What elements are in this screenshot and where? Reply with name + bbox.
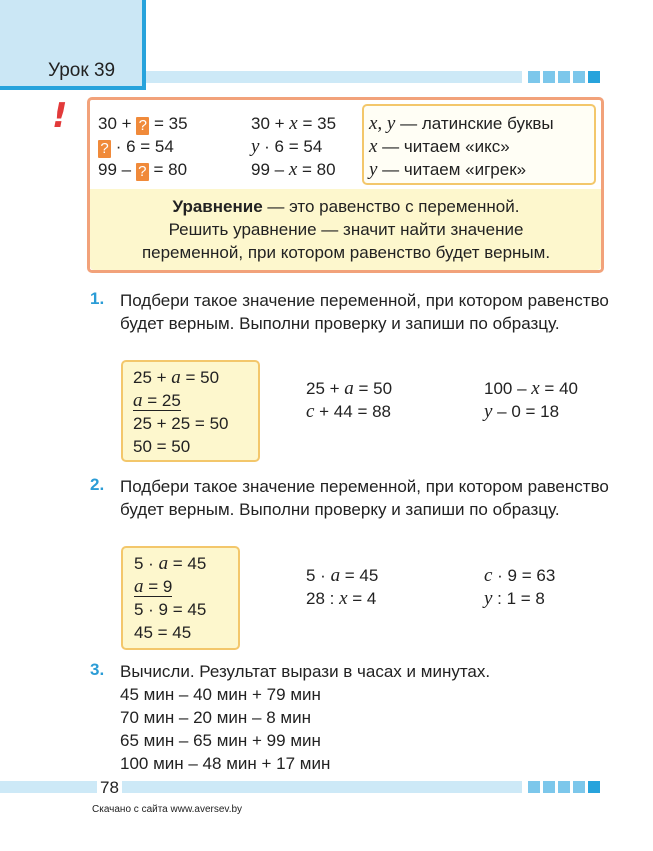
variable-examples (251, 112, 336, 181)
question-mark-box: ? (136, 117, 149, 135)
task-number: 2. (90, 475, 105, 494)
equation-column: c · 9 = 63 y : 1 = 8 (484, 565, 556, 609)
underlined-answer: a = 25 (133, 390, 181, 411)
footer-square (528, 781, 540, 793)
header-square (573, 71, 585, 83)
numeric-examples (98, 112, 188, 181)
footer-square (588, 781, 600, 793)
definition-term: Уравнение (172, 197, 263, 216)
task-number: 1. (90, 289, 105, 308)
footer-stripe (0, 781, 522, 793)
task-number: 3. (90, 660, 105, 679)
task-text: Подбери такое значение переменной, при котором равенство будет верным. Выполни проверку и запиши по образцу. (120, 291, 609, 333)
latin-row: x — читаем «икс» (369, 136, 510, 157)
expression-line: 100 мин – 48 мин + 17 мин (120, 754, 331, 773)
footer-square (558, 781, 570, 793)
equation-column: 100 – x = 40 y – 0 = 18 (484, 378, 578, 422)
numeric-row: ? · 6 = 54 (98, 135, 188, 158)
variable-row: 99 – x = 80 (251, 159, 336, 180)
sample-solution: 5 · a = 45 a = 9 5 · 9 = 45 45 = 45 (134, 553, 207, 642)
expression-line: 65 мин – 65 мин + 99 мин (120, 731, 321, 750)
question-mark-box: ? (98, 140, 111, 158)
equation-column: 5 · a = 45 28 : x = 4 (306, 565, 379, 609)
exclamation-icon: ! (52, 96, 68, 136)
latin-row: y — читаем «игрек» (369, 159, 527, 180)
variable-row: y · 6 = 54 (251, 136, 323, 157)
source-note: Скачано с сайта www.aversev.by (92, 804, 243, 815)
header-square (543, 71, 555, 83)
sample-solution: 25 + a = 50 a = 25 25 + 25 = 50 50 = 50 (133, 367, 229, 456)
expression-line: 45 мин – 40 мин + 79 мин (120, 685, 321, 704)
footer-square (573, 781, 585, 793)
numeric-row: 99 – ? = 80 (98, 160, 188, 180)
page-number: 78 (97, 778, 122, 798)
footer-square (543, 781, 555, 793)
definition: Уравнение — это равенство с переменной. Решить уравнение — значит найти значение переменной, при котором равенство будет верным. (141, 197, 551, 262)
header-square (558, 71, 570, 83)
equation-column: 25 + a = 50 c + 44 = 88 (306, 378, 393, 422)
header-square (528, 71, 540, 83)
task-text: Подбери такое значение переменной, при котором равенство будет верным. Выполни проверку и запиши по образцу. (120, 477, 609, 519)
latin-letters-list (369, 112, 554, 181)
latin-row: x, y — латинские буквы (369, 113, 554, 134)
header-stripe (146, 71, 522, 83)
question-mark-box: ? (136, 163, 149, 181)
lesson-title: Урок 39 (48, 60, 116, 81)
expression-line: 70 мин – 20 мин – 8 мин (120, 708, 311, 727)
numeric-row: 30 + ? = 35 (98, 114, 188, 134)
expression-list (120, 683, 330, 775)
underlined-answer: a = 9 (134, 576, 173, 597)
task-text: Вычисли. Результат вырази в часах и минутах. (120, 662, 491, 681)
variable-row: 30 + x = 35 (251, 113, 337, 134)
header-square (588, 71, 600, 83)
